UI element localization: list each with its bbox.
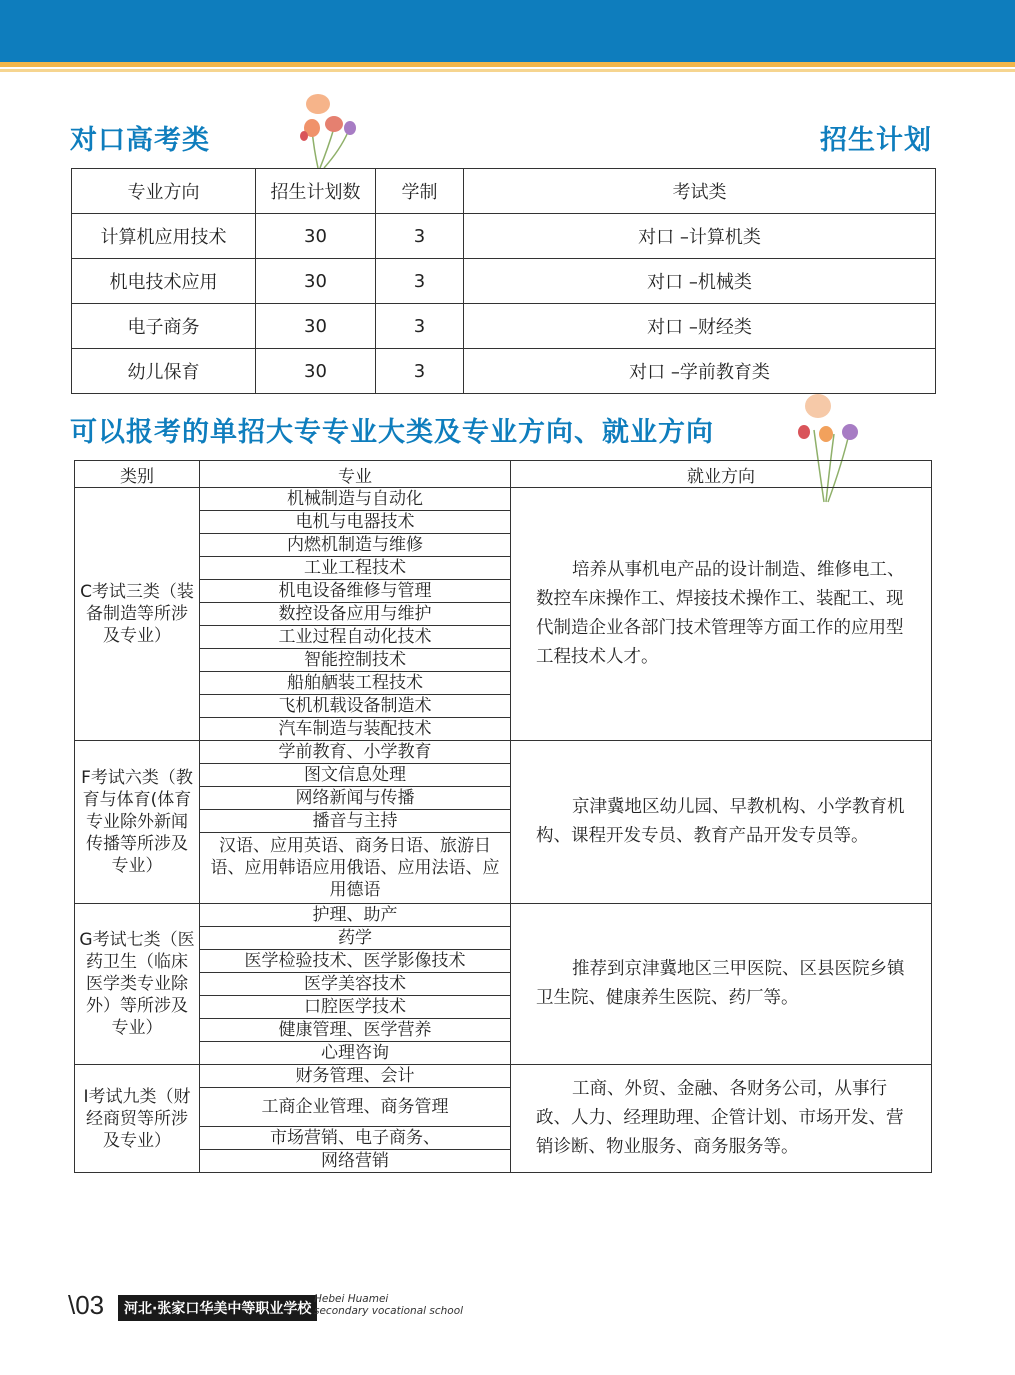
table-row <box>72 304 936 349</box>
table-row <box>72 214 936 259</box>
category-cell: I考试九类（财经商贸等所涉及专业） <box>75 1065 200 1173</box>
major-cell: 计算机应用技术 <box>72 214 256 259</box>
employment-cell: 培养从事机电产品的设计制造、维修电工、数控车床操作工、焊接技术操作工、装配工、现代制造企业各部门技术管理等方面工作的应用型工程技术人才。 <box>511 488 932 741</box>
school-name: 河北·张家口华美中等职业学校 <box>118 1295 317 1321</box>
heading-right: 招生计划 <box>820 125 932 156</box>
exam-cell: 对口 –财经类 <box>464 304 936 349</box>
table-row <box>75 904 932 927</box>
major-cell: 机电设备维修与管理 <box>200 580 511 603</box>
table-header-row <box>72 169 936 214</box>
category-cell: F考试六类（教育与体育(体育专业除外新闻传播等所涉及专业） <box>75 741 200 904</box>
heading-left: 对口高考类 <box>70 125 210 156</box>
major-cell: 健康管理、医学营养 <box>200 1019 511 1042</box>
major-cell: 电机与电器技术 <box>200 511 511 534</box>
enrollment-plan-table <box>71 168 936 394</box>
page-number: \03 <box>68 1290 105 1320</box>
major-cell: 财务管理、会计 <box>200 1065 511 1088</box>
major-cell: 电子商务 <box>72 304 256 349</box>
major-cell: 网络营销 <box>200 1150 511 1173</box>
category-cell: G考试七类（医药卫生（临床医学类专业除外）等所涉及专业） <box>75 904 200 1065</box>
quota-cell: 30 <box>256 349 376 394</box>
major-cell: 汉语、应用英语、商务日语、旅游日语、应用韩语应用俄语、应用法语、应用德语 <box>200 833 511 904</box>
major-cell: 智能控制技术 <box>200 649 511 672</box>
major-cell: 幼儿保育 <box>72 349 256 394</box>
major-cell: 机械制造与自动化 <box>200 488 511 511</box>
header-cell: 招生计划数 <box>256 169 376 214</box>
major-cell: 学前教育、小学教育 <box>200 741 511 764</box>
header-cell: 考试类 <box>464 169 936 214</box>
major-cell: 图文信息处理 <box>200 764 511 787</box>
table-header-row <box>75 461 932 488</box>
top-banner <box>0 0 1015 62</box>
major-cell: 播音与主持 <box>200 810 511 833</box>
table-row <box>75 488 932 511</box>
quota-cell: 30 <box>256 214 376 259</box>
major-cell: 机电技术应用 <box>72 259 256 304</box>
major-cell: 市场营销、电子商务、 <box>200 1127 511 1150</box>
header-cell: 类别 <box>75 461 200 488</box>
school-en-line2: secondary vocational school <box>314 1305 464 1317</box>
flower-illustration-icon <box>290 90 360 170</box>
exam-cell: 对口 –机械类 <box>464 259 936 304</box>
major-cell: 工业工程技术 <box>200 557 511 580</box>
major-cell: 口腔医学技术 <box>200 996 511 1019</box>
exam-cell: 对口 –学前教育类 <box>464 349 936 394</box>
header-cell: 专业方向 <box>72 169 256 214</box>
quota-cell: 30 <box>256 259 376 304</box>
employment-cell: 推荐到京津冀地区三甲医院、区县医院乡镇卫生院、健康养生医院、药厂等。 <box>511 904 932 1065</box>
header-cell: 就业方向 <box>511 461 932 488</box>
section-title: 可以报考的单招大专专业大类及专业方向、就业方向 <box>70 417 714 448</box>
exam-cell: 对口 –计算机类 <box>464 214 936 259</box>
table-row <box>75 741 932 764</box>
major-cell: 心理咨询 <box>200 1042 511 1065</box>
major-cell: 数控设备应用与维护 <box>200 603 511 626</box>
years-cell: 3 <box>376 259 464 304</box>
category-cell: C考试三类（装备制造等所涉及专业） <box>75 488 200 741</box>
major-cell: 内燃机制造与维修 <box>200 534 511 557</box>
years-cell: 3 <box>376 214 464 259</box>
major-cell: 汽车制造与装配技术 <box>200 718 511 741</box>
banner-stripe <box>0 62 1015 67</box>
table-row <box>75 1065 932 1088</box>
major-cell: 工商企业管理、商务管理 <box>200 1088 511 1127</box>
major-cell: 工业过程自动化技术 <box>200 626 511 649</box>
header-cell: 专业 <box>200 461 511 488</box>
table-row <box>72 349 936 394</box>
school-english-name <box>314 1293 463 1317</box>
table-row <box>72 259 936 304</box>
major-cell: 船舶舾装工程技术 <box>200 672 511 695</box>
major-cell: 药学 <box>200 927 511 950</box>
major-cell: 医学检验技术、医学影像技术 <box>200 950 511 973</box>
employment-cell: 工商、外贸、金融、各财务公司，从事行政、人力、经理助理、企管计划、市场开发、营销诊断、物业服务、商务服务等。 <box>511 1065 932 1173</box>
major-cell: 飞机机载设备制造术 <box>200 695 511 718</box>
major-cell: 网络新闻与传播 <box>200 787 511 810</box>
school-en-line1: Hebei Huamei <box>314 1293 389 1305</box>
years-cell: 3 <box>376 304 464 349</box>
major-cell: 医学美容技术 <box>200 973 511 996</box>
banner-stripe-thin <box>0 69 1015 72</box>
years-cell: 3 <box>376 349 464 394</box>
employment-cell: 京津冀地区幼儿园、早教机构、小学教育机构、课程开发专员、教育产品开发专员等。 <box>511 741 932 904</box>
major-cell: 护理、助产 <box>200 904 511 927</box>
quota-cell: 30 <box>256 304 376 349</box>
majors-employment-table <box>74 460 932 1173</box>
header-cell: 学制 <box>376 169 464 214</box>
